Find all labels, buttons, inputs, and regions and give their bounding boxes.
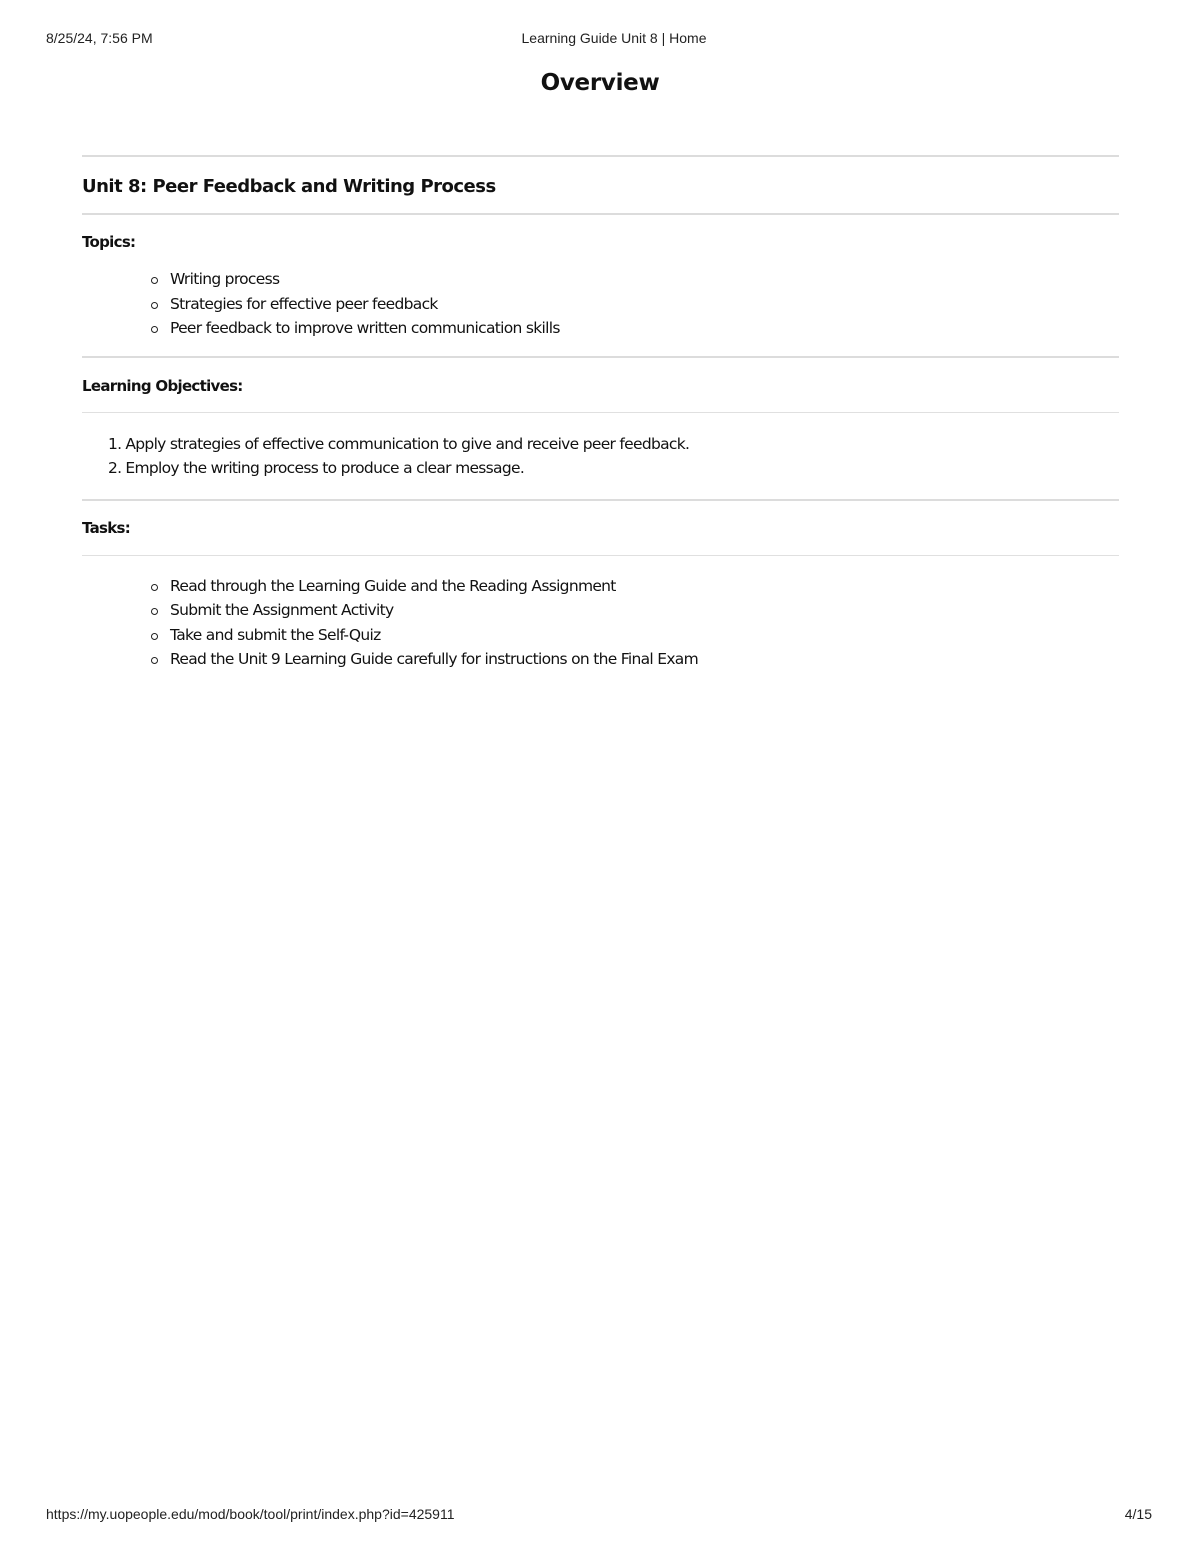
- list-item: Read through the Learning Guide and the Reading Assignment: [148, 574, 1119, 599]
- print-footer: [46, 1506, 1152, 1526]
- topics-label: Topics:: [82, 233, 136, 251]
- list-item: Writing process: [148, 267, 1119, 292]
- topics-list: [82, 267, 1119, 341]
- page-title: Overview: [540, 70, 660, 96]
- document-content: [82, 155, 1119, 672]
- unit-title: Unit 8: Peer Feedback and Writing Process: [82, 176, 496, 197]
- list-item: Take and submit the Self-Quiz: [148, 623, 1119, 648]
- print-header: [46, 30, 1152, 50]
- list-item: Read the Unit 9 Learning Guide carefully for instructions on the Final Exam: [148, 647, 1119, 672]
- list-item: Strategies for effective peer feedback: [148, 292, 1119, 317]
- list-item: Peer feedback to improve written communication skills: [148, 316, 1119, 341]
- page-number: 4/15: [1124, 1506, 1152, 1522]
- learning-objectives-label: Learning Objectives:: [82, 376, 243, 395]
- tasks-list: [82, 574, 1119, 672]
- objectives-list: [82, 432, 1119, 481]
- list-item: 2. Employ the writing process to produce a clear message.: [108, 459, 525, 477]
- list-item: 1. Apply strategies of effective communication to give and receive peer feedback.: [108, 434, 690, 453]
- tasks-label: Tasks:: [82, 518, 131, 537]
- print-url: https://my.uopeople.edu/mod/book/tool/print/index.php?id=425911: [46, 1506, 455, 1522]
- list-item: Submit the Assignment Activity: [148, 598, 1119, 623]
- print-datetime: 8/25/24, 7:56 PM: [46, 30, 153, 46]
- print-page-title: Learning Guide Unit 8 | Home: [521, 30, 707, 46]
